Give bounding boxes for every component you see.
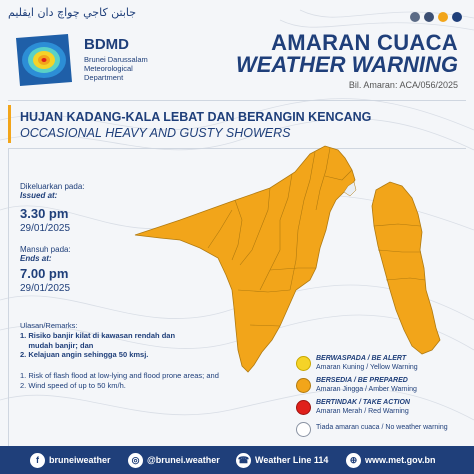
- ends-label-ms: Mansuh pada:: [20, 245, 71, 254]
- ends-time: 7.00 pm: [20, 266, 69, 281]
- phone-line: Weather Line 114: [255, 455, 329, 465]
- ends-label-en: Ends at:: [20, 254, 52, 263]
- instagram-icon: ◎: [128, 453, 143, 468]
- globe-icon: ⊕: [346, 453, 361, 468]
- phone-icon: ☎: [236, 453, 251, 468]
- warning-title-en: WEATHER WARNING: [235, 52, 458, 77]
- amber-dot-icon: [296, 378, 311, 393]
- legend-subtitle: Amaran Jingga / Amber Warning: [316, 386, 417, 393]
- remarks-heading: Ulasan/Remarks:: [20, 321, 78, 330]
- headline-en: OCCASIONAL HEAVY AND GUSTY SHOWERS: [20, 126, 291, 140]
- footer-instagram[interactable]: [128, 452, 220, 468]
- org-line-1: Brunei Darussalam: [84, 55, 148, 64]
- map-region-east: [372, 182, 440, 354]
- ends-date: 29/01/2025: [20, 283, 71, 294]
- dot-3: [438, 12, 448, 22]
- org-line-3: Department: [84, 73, 124, 82]
- remarks-ms-item: 2. Kelajuan angin sehingga 50 kmsj.: [20, 350, 149, 359]
- issued-label-en: Issued at:: [20, 191, 58, 200]
- white-dot-icon: [296, 422, 311, 437]
- divider: [8, 100, 466, 101]
- footer-bar: [0, 446, 474, 474]
- footer-phone[interactable]: [236, 452, 328, 468]
- org-line-2: Meteorological: [84, 64, 133, 73]
- issued-time: 3.30 pm: [20, 206, 69, 221]
- remarks-en-item: 1. Risk of flash flood at low-lying and flood prone areas; and: [20, 371, 219, 380]
- ends-label: [20, 245, 71, 263]
- headline-ms: HUJAN KADANG-KALA LEBAT DAN BERANGIN KENCANG: [20, 110, 372, 124]
- legend-title: BERTINDAK / TAKE ACTION: [316, 399, 410, 406]
- headline-accent-bar: [8, 105, 11, 143]
- bulletin-number: Bil. Amaran: ACA/056/2025: [348, 80, 458, 90]
- org-jawi-name: جابتن كاجي چواچ دان ايقليم: [8, 6, 137, 19]
- legend-subtitle: Amaran Kuning / Yellow Warning: [316, 364, 418, 371]
- issued-label: [20, 182, 84, 200]
- remarks-ms-item: mudah banjir; dan: [20, 340, 94, 350]
- org-full-name: [84, 55, 174, 82]
- facebook-icon: f: [30, 453, 45, 468]
- remarks-en-item: 2. Wind speed of up to 50 km/h.: [20, 380, 126, 390]
- red-dot-icon: [296, 400, 311, 415]
- legend-title: BERSEDIA / BE PREPARED: [316, 377, 408, 384]
- legend-title: BERWASPADA / BE ALERT: [316, 355, 407, 362]
- yellow-dot-icon: [296, 356, 311, 371]
- brunei-warning-map: [120, 140, 470, 380]
- legend-subtitle: Amaran Merah / Red Warning: [316, 408, 409, 415]
- bdmd-logo-icon: [10, 30, 76, 90]
- divider-vertical: [8, 148, 9, 446]
- issued-label-ms: Dikeluarkan pada:: [20, 182, 85, 191]
- remarks-ms-item: 1. Risiko banjir kilat di kawasan rendah dan: [20, 331, 176, 340]
- decorative-dots: [410, 12, 462, 22]
- issued-date: 29/01/2025: [20, 223, 71, 234]
- dot-1: [410, 12, 420, 22]
- dot-4: [452, 12, 462, 22]
- dot-2: [424, 12, 434, 22]
- warning-title-ms: AMARAN CUACA: [271, 30, 458, 55]
- website-url: www.met.gov.bn: [365, 455, 436, 465]
- org-short-name: BDMD: [84, 36, 129, 53]
- facebook-handle: bruneiweather: [49, 455, 111, 465]
- instagram-handle: @brunei.weather: [147, 455, 220, 465]
- footer-facebook[interactable]: [30, 452, 111, 468]
- footer-website[interactable]: [346, 452, 436, 468]
- legend-title: Tiada amaran cuaca / No weather warning: [316, 424, 448, 431]
